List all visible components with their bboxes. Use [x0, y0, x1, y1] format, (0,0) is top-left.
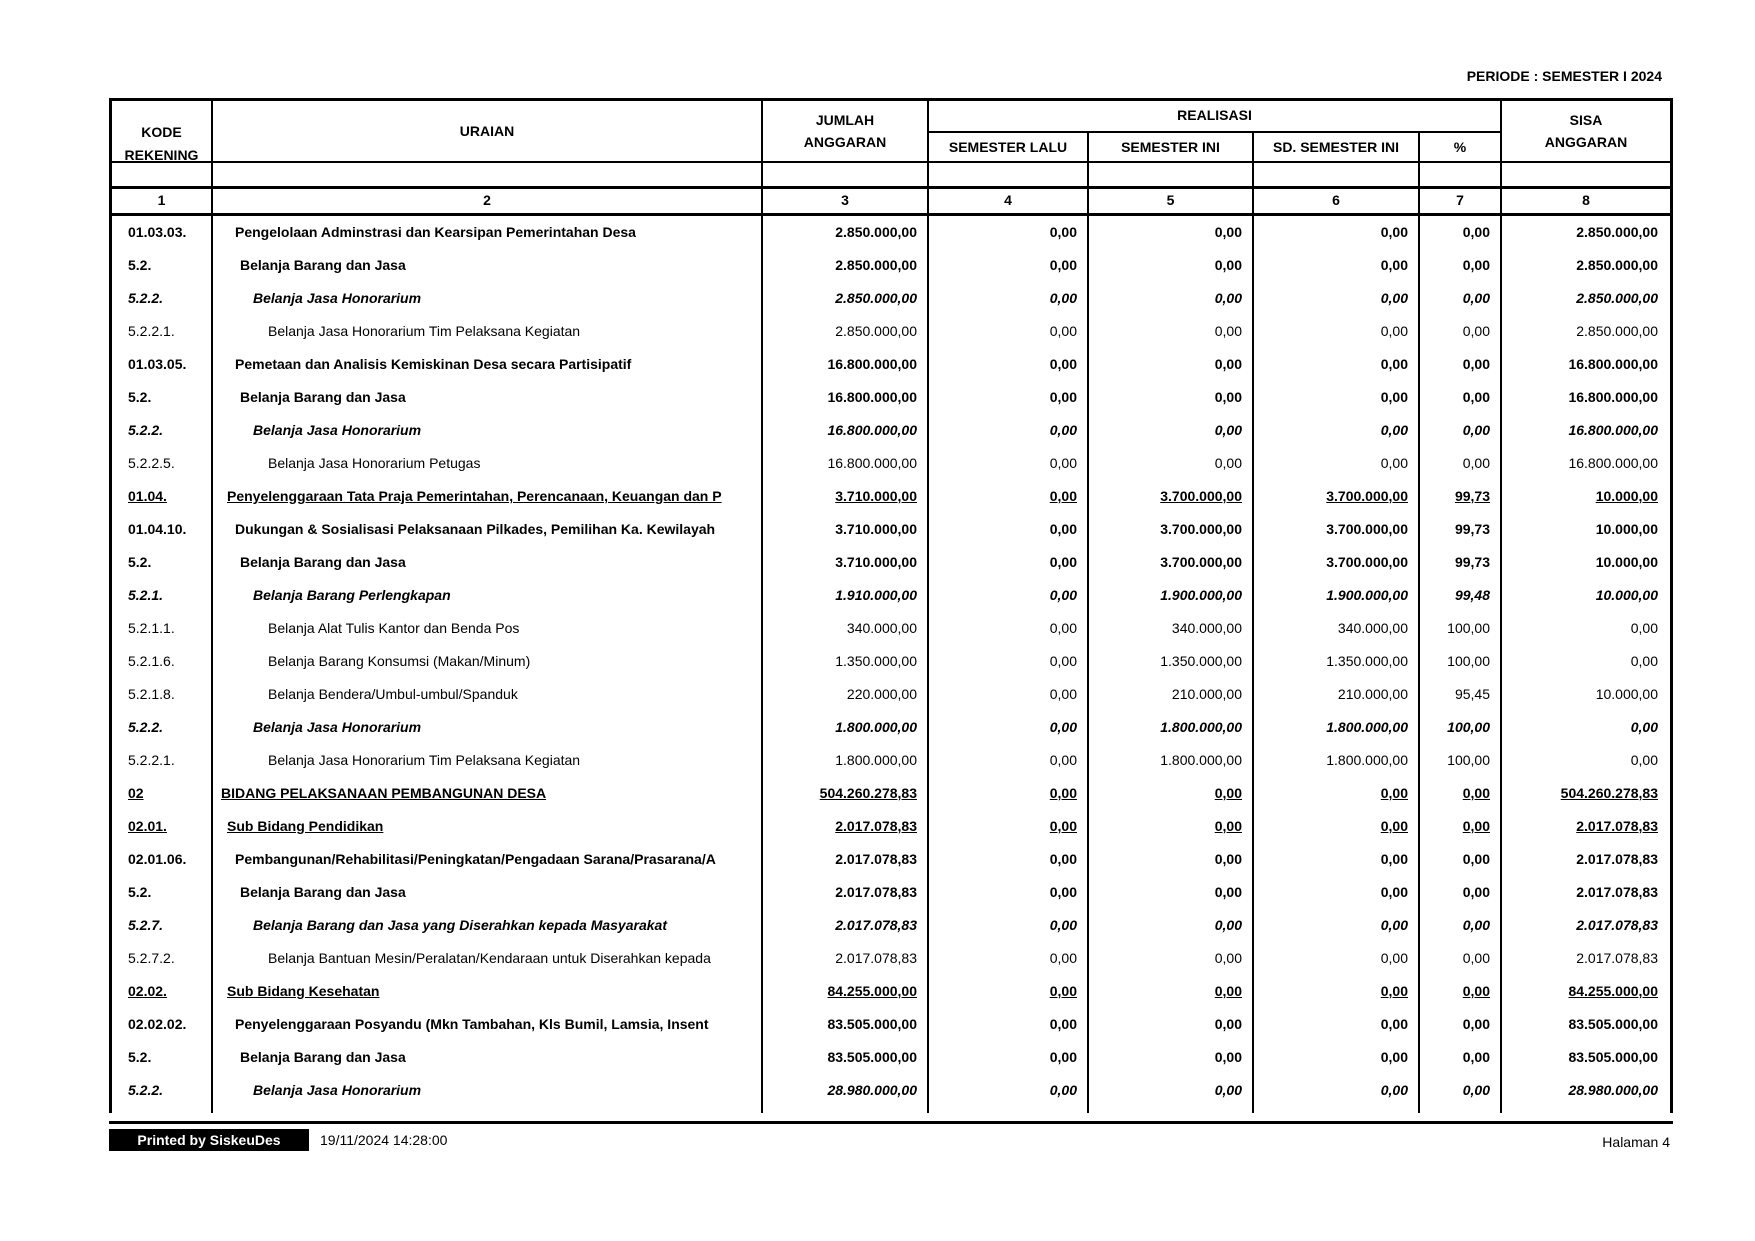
cell-jumlah-anggaran: 2.850.000,00: [835, 323, 917, 339]
cell-jumlah-anggaran: 2.017.078,83: [835, 950, 917, 966]
cell-semester-ini: 3.700.000,00: [1160, 488, 1242, 504]
cell-jumlah-anggaran: 2.017.078,83: [835, 851, 917, 867]
cell-semester-ini: 0,00: [1214, 356, 1242, 372]
column-number: 2: [483, 192, 491, 208]
cell-persen: 0,00: [1462, 818, 1490, 834]
cell-uraian: Belanja Barang dan Jasa yang Diserahkan kepada Masyarakat: [253, 917, 667, 933]
cell-sd-semester-ini: 0,00: [1380, 1049, 1408, 1065]
header-sd-semester-ini: SD. SEMESTER INI: [1272, 138, 1400, 155]
cell-sisa-anggaran: 2.850.000,00: [1576, 257, 1658, 273]
cell-persen: 0,00: [1462, 1016, 1490, 1032]
cell-sd-semester-ini: 0,00: [1380, 257, 1408, 273]
cell-persen: 100,00: [1447, 653, 1490, 669]
cell-kode-rekening: 5.2.1.6.: [128, 653, 175, 669]
cell-jumlah-anggaran: 16.800.000,00: [827, 455, 917, 471]
cell-semester-ini: 0,00: [1214, 983, 1242, 999]
cell-sd-semester-ini: 0,00: [1380, 1016, 1408, 1032]
table-row: [112, 909, 1670, 942]
table-row: [112, 612, 1670, 645]
cell-semester-lalu: 0,00: [1049, 422, 1077, 438]
table-row: [112, 711, 1670, 744]
cell-sd-semester-ini: 0,00: [1380, 785, 1408, 801]
table-row: [112, 975, 1670, 1008]
header-kode-rekening: KODE REKENING: [124, 124, 199, 163]
cell-semester-ini: 0,00: [1214, 884, 1242, 900]
cell-persen: 0,00: [1462, 257, 1490, 273]
cell-semester-lalu: 0,00: [1049, 521, 1077, 537]
cell-semester-lalu: 0,00: [1049, 983, 1077, 999]
column-number-row: [109, 189, 1673, 216]
cell-semester-ini: 3.700.000,00: [1160, 521, 1242, 537]
cell-persen: 0,00: [1462, 983, 1490, 999]
table-row: [112, 546, 1670, 579]
cell-sd-semester-ini: 0,00: [1380, 884, 1408, 900]
cell-uraian: Belanja Jasa Honorarium Tim Pelaksana Kegiatan: [268, 323, 581, 339]
cell-persen: 99,73: [1454, 521, 1490, 537]
cell-kode-rekening: 01.03.03.: [128, 224, 187, 240]
cell-sisa-anggaran: 84.255.000,00: [1568, 983, 1658, 999]
cell-sisa-anggaran: 2.017.078,83: [1576, 950, 1658, 966]
cell-semester-ini: 0,00: [1214, 1049, 1242, 1065]
cell-kode-rekening: 5.2.2.1.: [128, 752, 175, 768]
cell-semester-ini: 1.900.000,00: [1160, 587, 1242, 603]
cell-jumlah-anggaran: 2.850.000,00: [835, 257, 917, 273]
cell-sd-semester-ini: 1.350.000,00: [1326, 653, 1408, 669]
cell-sd-semester-ini: 1.900.000,00: [1326, 587, 1408, 603]
cell-uraian: Belanja Bendera/Umbul-umbul/Spanduk: [268, 686, 518, 702]
cell-semester-lalu: 0,00: [1049, 389, 1077, 405]
cell-jumlah-anggaran: 1.350.000,00: [835, 653, 917, 669]
cell-sisa-anggaran: 16.800.000,00: [1568, 356, 1658, 372]
cell-persen: 0,00: [1462, 323, 1490, 339]
cell-jumlah-anggaran: 220.000,00: [846, 686, 917, 702]
cell-sd-semester-ini: 3.700.000,00: [1326, 554, 1408, 570]
cell-jumlah-anggaran: 3.710.000,00: [835, 521, 917, 537]
cell-semester-lalu: 0,00: [1049, 917, 1077, 933]
table-row: [112, 513, 1670, 546]
cell-sisa-anggaran: 2.850.000,00: [1576, 224, 1658, 240]
cell-sisa-anggaran: 28.980.000,00: [1568, 1082, 1658, 1098]
table-row: [112, 678, 1670, 711]
cell-kode-rekening: 5.2.1.8.: [128, 686, 175, 702]
cell-kode-rekening: 02: [128, 785, 144, 801]
cell-semester-lalu: 0,00: [1049, 1016, 1077, 1032]
cell-semester-ini: 0,00: [1214, 323, 1242, 339]
table-row: [112, 876, 1670, 909]
cell-uraian: Belanja Jasa Honorarium Tim Pelaksana Kegiatan: [268, 752, 581, 768]
table-row: [112, 249, 1670, 282]
cell-semester-ini: 0,00: [1214, 422, 1242, 438]
cell-sisa-anggaran: 10.000,00: [1595, 554, 1658, 570]
cell-sd-semester-ini: 1.800.000,00: [1326, 752, 1408, 768]
cell-semester-lalu: 0,00: [1049, 323, 1077, 339]
cell-semester-ini: 0,00: [1214, 257, 1242, 273]
cell-persen: 99,73: [1454, 554, 1490, 570]
cell-sisa-anggaran: 0,00: [1630, 719, 1658, 735]
cell-sisa-anggaran: 10.000,00: [1595, 488, 1658, 504]
cell-uraian: Belanja Alat Tulis Kantor dan Benda Pos: [268, 620, 520, 636]
cell-sisa-anggaran: 10.000,00: [1595, 521, 1658, 537]
cell-semester-lalu: 0,00: [1049, 686, 1077, 702]
cell-persen: 99,73: [1454, 488, 1490, 504]
cell-persen: 0,00: [1462, 884, 1490, 900]
cell-sisa-anggaran: 0,00: [1630, 752, 1658, 768]
cell-sd-semester-ini: 3.700.000,00: [1326, 521, 1408, 537]
cell-semester-ini: 0,00: [1214, 917, 1242, 933]
cell-jumlah-anggaran: 84.255.000,00: [827, 983, 917, 999]
cell-sd-semester-ini: 3.700.000,00: [1326, 488, 1408, 504]
cell-persen: 0,00: [1462, 224, 1490, 240]
cell-sd-semester-ini: 1.800.000,00: [1326, 719, 1408, 735]
cell-persen: 100,00: [1447, 752, 1490, 768]
cell-semester-lalu: 0,00: [1049, 587, 1077, 603]
cell-uraian: Belanja Barang dan Jasa: [240, 257, 406, 273]
cell-semester-ini: 0,00: [1214, 389, 1242, 405]
cell-jumlah-anggaran: 16.800.000,00: [827, 356, 917, 372]
cell-semester-lalu: 0,00: [1049, 554, 1077, 570]
cell-semester-ini: 3.700.000,00: [1160, 554, 1242, 570]
cell-semester-lalu: 0,00: [1049, 1082, 1077, 1098]
cell-semester-ini: 0,00: [1214, 950, 1242, 966]
page-number: Halaman 4: [1602, 1134, 1670, 1150]
cell-uraian: Penyelenggaraan Tata Praja Pemerintahan, Perencanaan, Keuangan dan P: [227, 488, 722, 504]
cell-semester-ini: 0,00: [1214, 1016, 1242, 1032]
cell-sd-semester-ini: 0,00: [1380, 323, 1408, 339]
cell-uraian: Sub Bidang Pendidikan: [227, 818, 384, 834]
cell-jumlah-anggaran: 2.017.078,83: [835, 884, 917, 900]
cell-jumlah-anggaran: 3.710.000,00: [835, 554, 917, 570]
cell-semester-ini: 1.800.000,00: [1160, 719, 1242, 735]
cell-kode-rekening: 02.01.06.: [128, 851, 187, 867]
cell-semester-lalu: 0,00: [1049, 290, 1077, 306]
table-header: [109, 98, 1673, 189]
cell-semester-ini: 0,00: [1214, 224, 1242, 240]
column-number: 3: [841, 192, 849, 208]
cell-semester-lalu: 0,00: [1049, 620, 1077, 636]
cell-semester-lalu: 0,00: [1049, 884, 1077, 900]
cell-uraian: Belanja Jasa Honorarium: [253, 290, 422, 306]
cell-sisa-anggaran: 16.800.000,00: [1568, 389, 1658, 405]
cell-semester-lalu: 0,00: [1049, 851, 1077, 867]
cell-sisa-anggaran: 2.017.078,83: [1576, 884, 1658, 900]
cell-jumlah-anggaran: 2.017.078,83: [835, 917, 917, 933]
cell-sisa-anggaran: 0,00: [1630, 620, 1658, 636]
cell-semester-lalu: 0,00: [1049, 356, 1077, 372]
header-persen: %: [1453, 138, 1467, 155]
cell-uraian: Belanja Barang dan Jasa: [240, 1049, 406, 1065]
table-row: [112, 282, 1670, 315]
cell-jumlah-anggaran: 340.000,00: [846, 620, 917, 636]
header-jumlah-anggaran: JUMLAH ANGGARAN: [803, 111, 887, 150]
table-row: [112, 942, 1670, 975]
table-row: [112, 1008, 1670, 1041]
cell-jumlah-anggaran: 83.505.000,00: [827, 1016, 917, 1032]
cell-jumlah-anggaran: 2.017.078,83: [835, 818, 917, 834]
cell-uraian: Belanja Barang dan Jasa: [240, 884, 406, 900]
report-table: [109, 98, 1673, 1113]
cell-sd-semester-ini: 0,00: [1380, 422, 1408, 438]
cell-uraian: Belanja Barang dan Jasa: [240, 554, 406, 570]
cell-kode-rekening: 5.2.2.: [128, 422, 164, 438]
cell-persen: 0,00: [1462, 422, 1490, 438]
periode-label: PERIODE : SEMESTER I 2024: [1466, 68, 1662, 84]
column-number: 8: [1582, 192, 1590, 208]
table-row: [112, 414, 1670, 447]
cell-semester-ini: 0,00: [1214, 290, 1242, 306]
cell-sd-semester-ini: 0,00: [1380, 818, 1408, 834]
cell-kode-rekening: 5.2.1.: [128, 587, 164, 603]
cell-persen: 99,48: [1454, 587, 1490, 603]
cell-kode-rekening: 5.2.: [128, 389, 152, 405]
cell-uraian: Belanja Jasa Honorarium: [253, 422, 422, 438]
cell-persen: 100,00: [1447, 620, 1490, 636]
cell-uraian: Pembangunan/Rehabilitasi/Peningkatan/Pengadaan Sarana/Prasarana/A: [235, 851, 716, 867]
cell-kode-rekening: 5.2.: [128, 554, 152, 570]
table-row: [112, 777, 1670, 810]
table-row: [112, 579, 1670, 612]
cell-jumlah-anggaran: 2.850.000,00: [835, 290, 917, 306]
cell-semester-lalu: 0,00: [1049, 818, 1077, 834]
cell-semester-lalu: 0,00: [1049, 224, 1077, 240]
footer-divider: [109, 1121, 1673, 1124]
cell-kode-rekening: 5.2.: [128, 884, 152, 900]
cell-jumlah-anggaran: 2.850.000,00: [835, 224, 917, 240]
cell-semester-lalu: 0,00: [1049, 488, 1077, 504]
cell-jumlah-anggaran: 83.505.000,00: [827, 1049, 917, 1065]
cell-sd-semester-ini: 0,00: [1380, 290, 1408, 306]
table-row: [112, 381, 1670, 414]
cell-uraian: Belanja Jasa Honorarium: [253, 1082, 422, 1098]
cell-sisa-anggaran: 83.505.000,00: [1568, 1016, 1658, 1032]
cell-sisa-anggaran: 2.017.078,83: [1576, 818, 1658, 834]
cell-persen: 0,00: [1462, 851, 1490, 867]
cell-kode-rekening: 5.2.2.: [128, 290, 164, 306]
cell-persen: 0,00: [1462, 917, 1490, 933]
cell-persen: 0,00: [1462, 1049, 1490, 1065]
table-row: [112, 843, 1670, 876]
cell-jumlah-anggaran: 3.710.000,00: [835, 488, 917, 504]
cell-sd-semester-ini: 0,00: [1380, 356, 1408, 372]
column-number: 7: [1456, 192, 1464, 208]
cell-kode-rekening: 5.2.2.1.: [128, 323, 175, 339]
cell-uraian: Belanja Barang Perlengkapan: [253, 587, 451, 603]
cell-sisa-anggaran: 504.260.278,83: [1560, 785, 1658, 801]
header-sisa-anggaran: SISA ANGGARAN: [1544, 111, 1628, 150]
cell-persen: 0,00: [1462, 455, 1490, 471]
cell-jumlah-anggaran: 16.800.000,00: [827, 389, 917, 405]
cell-uraian: BIDANG PELAKSANAAN PEMBANGUNAN DESA: [221, 785, 547, 801]
table-row: [112, 480, 1670, 513]
cell-uraian: Belanja Jasa Honorarium: [253, 719, 422, 735]
cell-persen: 95,45: [1454, 686, 1490, 702]
table-body: [109, 216, 1673, 1113]
cell-sisa-anggaran: 2.017.078,83: [1576, 851, 1658, 867]
cell-jumlah-anggaran: 16.800.000,00: [827, 422, 917, 438]
cell-jumlah-anggaran: 1.910.000,00: [835, 587, 917, 603]
cell-persen: 100,00: [1447, 719, 1490, 735]
cell-persen: 0,00: [1462, 1082, 1490, 1098]
cell-sd-semester-ini: 0,00: [1380, 851, 1408, 867]
cell-sisa-anggaran: 0,00: [1630, 653, 1658, 669]
cell-sd-semester-ini: 340.000,00: [1337, 620, 1408, 636]
table-row: [112, 315, 1670, 348]
header-semester-ini: SEMESTER INI: [1121, 138, 1220, 155]
cell-sd-semester-ini: 0,00: [1380, 224, 1408, 240]
column-number: 1: [157, 192, 166, 208]
cell-kode-rekening: 5.2.7.: [128, 917, 164, 933]
column-number: 5: [1166, 192, 1175, 208]
cell-jumlah-anggaran: 1.800.000,00: [835, 752, 917, 768]
cell-sd-semester-ini: 0,00: [1380, 389, 1408, 405]
cell-uraian: Pengelolaan Adminstrasi dan Kearsipan Pemerintahan Desa: [235, 224, 636, 240]
cell-kode-rekening: 5.2.: [128, 1049, 152, 1065]
cell-semester-lalu: 0,00: [1049, 257, 1077, 273]
cell-semester-lalu: 0,00: [1049, 950, 1077, 966]
cell-kode-rekening: 5.2.7.2.: [128, 950, 175, 966]
cell-jumlah-anggaran: 504.260.278,83: [819, 785, 917, 801]
cell-sisa-anggaran: 16.800.000,00: [1568, 455, 1658, 471]
table-row: [112, 744, 1670, 777]
cell-semester-lalu: 0,00: [1049, 1049, 1077, 1065]
cell-jumlah-anggaran: 28.980.000,00: [827, 1082, 917, 1098]
cell-uraian: Belanja Bantuan Mesin/Peralatan/Kendaraan untuk Diserahkan kepada: [268, 950, 711, 966]
cell-semester-lalu: 0,00: [1049, 653, 1077, 669]
cell-persen: 0,00: [1462, 290, 1490, 306]
table-row: [112, 645, 1670, 678]
table-row: [112, 447, 1670, 480]
cell-kode-rekening: 5.2.1.1.: [128, 620, 175, 636]
cell-semester-ini: 340.000,00: [1171, 620, 1242, 636]
cell-sisa-anggaran: 10.000,00: [1595, 587, 1658, 603]
cell-semester-ini: 0,00: [1214, 1082, 1242, 1098]
cell-uraian: Penyelenggaraan Posyandu (Mkn Tambahan, Kls Bumil, Lamsia, Insent: [235, 1016, 709, 1032]
cell-persen: 0,00: [1462, 785, 1490, 801]
column-number: 4: [1004, 192, 1012, 208]
cell-kode-rekening: 5.2.2.: [128, 719, 164, 735]
cell-semester-lalu: 0,00: [1049, 785, 1077, 801]
cell-semester-lalu: 0,00: [1049, 455, 1077, 471]
header-uraian: URAIAN: [459, 122, 515, 139]
cell-semester-ini: 0,00: [1214, 785, 1242, 801]
printed-by-badge: Printed by SiskeuDes: [109, 1129, 309, 1151]
cell-sisa-anggaran: 16.800.000,00: [1568, 422, 1658, 438]
header-semester-lalu: SEMESTER LALU: [948, 138, 1068, 155]
cell-sd-semester-ini: 0,00: [1380, 950, 1408, 966]
cell-sd-semester-ini: 0,00: [1380, 983, 1408, 999]
cell-sd-semester-ini: 210.000,00: [1337, 686, 1408, 702]
cell-kode-rekening: 5.2.2.: [128, 1082, 164, 1098]
cell-sisa-anggaran: 10.000,00: [1595, 686, 1658, 702]
cell-kode-rekening: 02.01.: [128, 818, 167, 834]
cell-kode-rekening: 01.04.10.: [128, 521, 187, 537]
cell-kode-rekening: 5.2.: [128, 257, 152, 273]
cell-semester-ini: 0,00: [1214, 851, 1242, 867]
cell-semester-ini: 210.000,00: [1171, 686, 1242, 702]
cell-sd-semester-ini: 0,00: [1380, 455, 1408, 471]
cell-semester-ini: 0,00: [1214, 455, 1242, 471]
table-row: [112, 348, 1670, 381]
cell-sd-semester-ini: 0,00: [1380, 917, 1408, 933]
table-row: [112, 1041, 1670, 1074]
table-row: [112, 216, 1670, 249]
cell-uraian: Sub Bidang Kesehatan: [227, 983, 380, 999]
column-number: 6: [1332, 192, 1340, 208]
cell-semester-ini: 1.800.000,00: [1160, 752, 1242, 768]
cell-persen: 0,00: [1462, 389, 1490, 405]
cell-sisa-anggaran: 2.850.000,00: [1576, 290, 1658, 306]
table-row: [112, 1074, 1670, 1107]
print-datetime: 19/11/2024 14:28:00: [320, 1132, 448, 1148]
cell-uraian: Belanja Barang Konsumsi (Makan/Minum): [268, 653, 531, 669]
cell-uraian: Belanja Barang dan Jasa: [240, 389, 406, 405]
cell-kode-rekening: 02.02.02.: [128, 1016, 187, 1032]
cell-persen: 0,00: [1462, 356, 1490, 372]
cell-kode-rekening: 01.04.: [128, 488, 167, 504]
cell-semester-lalu: 0,00: [1049, 752, 1077, 768]
cell-uraian: Pemetaan dan Analisis Kemiskinan Desa secara Partisipatif: [235, 356, 632, 372]
cell-jumlah-anggaran: 1.800.000,00: [835, 719, 917, 735]
cell-kode-rekening: 02.02.: [128, 983, 167, 999]
cell-sd-semester-ini: 0,00: [1380, 1082, 1408, 1098]
cell-uraian: Belanja Jasa Honorarium Petugas: [268, 455, 481, 471]
cell-sisa-anggaran: 83.505.000,00: [1568, 1049, 1658, 1065]
header-realisasi: REALISASI: [1177, 106, 1252, 123]
cell-semester-lalu: 0,00: [1049, 719, 1077, 735]
cell-sisa-anggaran: 2.850.000,00: [1576, 323, 1658, 339]
table-row: [112, 810, 1670, 843]
cell-sisa-anggaran: 2.017.078,83: [1576, 917, 1658, 933]
cell-persen: 0,00: [1462, 950, 1490, 966]
cell-semester-ini: 0,00: [1214, 818, 1242, 834]
cell-kode-rekening: 5.2.2.5.: [128, 455, 175, 471]
cell-uraian: Dukungan & Sosialisasi Pelaksanaan Pilkades, Pemilihan Ka. Kewilayah: [235, 521, 716, 537]
cell-kode-rekening: 01.03.05.: [128, 356, 187, 372]
cell-semester-ini: 1.350.000,00: [1160, 653, 1242, 669]
